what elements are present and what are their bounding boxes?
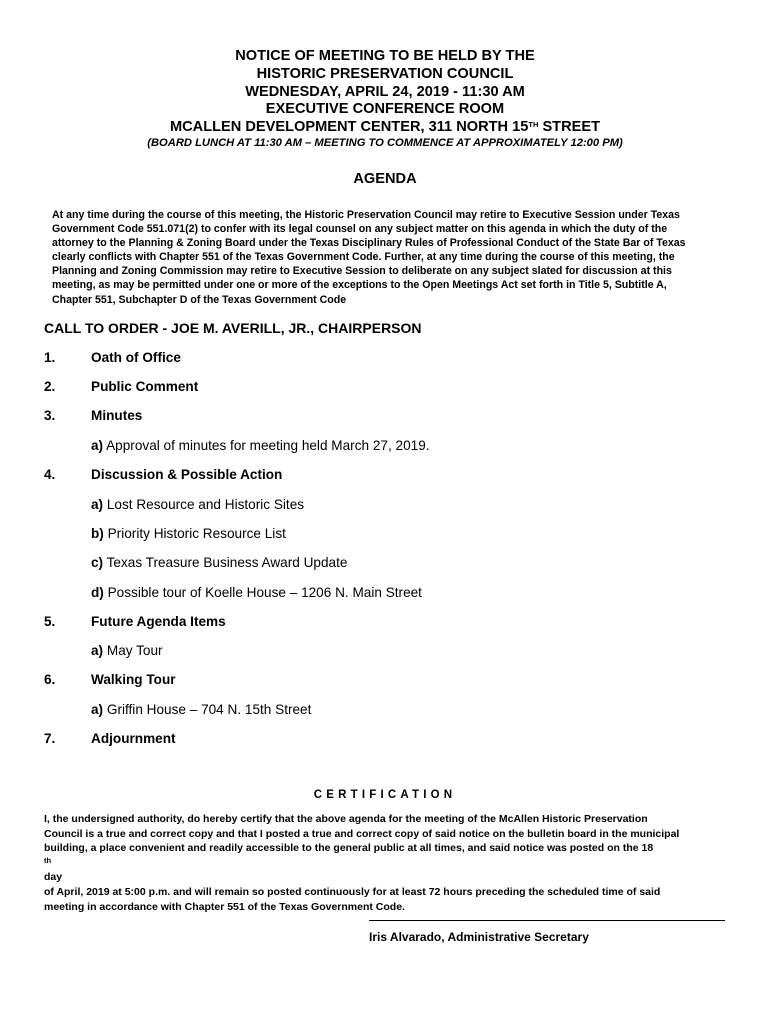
sub-item-letter: a) [91,643,104,658]
preamble-line: meeting, as may be permitted under one or more of the exceptions to the Open Meetings Act set forth in Title 5, Subtitle A, [52,279,667,292]
sub-item-letter: a) [91,438,104,453]
preamble-line: At any time during the course of this meeting, the Historic Preservation Council may retire to Executive Session under Texas [52,209,680,221]
sub-item [91,643,163,658]
sub-item-text: May Tour [103,643,163,658]
sub-item [91,497,304,512]
sub-item-letter: a) [91,702,104,717]
item-title-walking-tour: Walking Tour [91,672,176,687]
certification-line-text: building, a place convenient and readily accessible to the general public at all times, and said notice was posted on the 18 [44,842,654,855]
certification-title: CERTIFICATION [313,789,457,801]
sub-item [91,702,311,717]
item-number: 2. [44,379,56,394]
item-number: 1. [44,350,56,365]
certification-line: meeting in accordance with Chapter 551 of the Texas Government Code. [44,900,405,913]
item-title-oath: Oath of Office [91,350,181,365]
executive-session-notice [52,208,720,307]
sub-item [91,555,347,570]
sub-item [91,438,430,453]
item-title-minutes: Minutes [91,408,143,423]
sub-item-letter: a) [91,497,104,512]
certification-line: Council is a true and correct copy and that I posted a true and correct copy of said notice on the bulletin board in the municipal [44,827,680,840]
agenda-title: AGENDA [353,171,417,187]
item-title-adjournment: Adjournment [91,731,176,746]
item-number: 5. [44,614,56,629]
sub-item-letter: b) [91,526,104,541]
preamble-line: clearly conflicts with Chapter 551 of the Texas Government Code. Further, at any time during the course of this meeting, the [52,251,675,264]
sub-item-text: Priority Historic Resource List [103,526,286,541]
certification-text [44,812,726,914]
sub-item-text: Lost Resource and Historic Sites [103,497,305,512]
item-title-future-agenda: Future Agenda Items [91,614,226,629]
preamble-line: Government Code 551.071(2) to confer with its legal counsel on any subject matter on this agenda in which the duty of the [52,223,668,236]
call-to-order: CALL TO ORDER - JOE M. AVERILL, JR., CHAIRPERSON [44,320,422,336]
sub-item [91,585,422,600]
signature-line [369,920,725,921]
item-title-discussion: Discussion & Possible Action [91,467,283,482]
sub-item-text: Approval of minutes for meeting held March 27, 2019. [103,438,430,453]
signatory-name: Iris Alvarado, Administrative Secretary [369,930,589,944]
certification-line [44,841,726,885]
certification-line: I, the undersigned authority, do hereby certify that the above agenda for the meeting of the McAllen Historic Preservation [44,813,648,825]
location-text: MCALLEN DEVELOPMENT CENTER, 311 NORTH 15 [169,119,529,135]
certification-line: of April, 2019 at 5:00 p.m. and will remain so posted continuously for at least 72 hours preceding the scheduled time of said [44,885,661,898]
preamble-line: attorney to the Planning & Zoning Board under the Texas Disciplinary Rules of Professional Conduct of the State Bar of Texas [52,237,686,250]
item-number: 4. [44,467,56,482]
certification-superscript: th [44,855,52,865]
header-line-location [0,118,770,136]
header-line-date: WEDNESDAY, APRIL 24, 2019 - 11:30 AM [245,84,525,100]
item-number: 7. [44,731,56,746]
item-number: 6. [44,672,56,687]
item-number: 3. [44,408,56,423]
preamble-line: Planning and Zoning Commission may retire to Executive Session to deliberate on any subject slated for discussion at this [52,265,672,278]
sub-item-text: Griffin House – 704 N. 15th Street [103,702,312,717]
location-superscript: TH [528,120,539,129]
sub-item-text: Possible tour of Koelle House – 1206 N. Main Street [103,585,422,600]
header-line-notice: NOTICE OF MEETING TO BE HELD BY THE [235,48,535,64]
header-subline: (BOARD LUNCH AT 11:30 AM – MEETING TO COMMENCE AT APPROXIMATELY 12:00 PM) [147,137,623,149]
preamble-line: Chapter 551, Subchapter D of the Texas Government Code [52,293,347,306]
sub-item-letter: d) [91,585,104,600]
item-title-public-comment: Public Comment [91,379,199,394]
header-line-room: EXECUTIVE CONFERENCE ROOM [265,101,505,117]
certification-line-end: day [44,871,63,884]
sub-item-text: Texas Treasure Business Award Update [103,555,348,570]
header-line-council: HISTORIC PRESERVATION COUNCIL [256,66,514,82]
sub-item-letter: c) [91,555,104,570]
sub-item [91,526,286,541]
location-street: STREET [538,119,601,135]
